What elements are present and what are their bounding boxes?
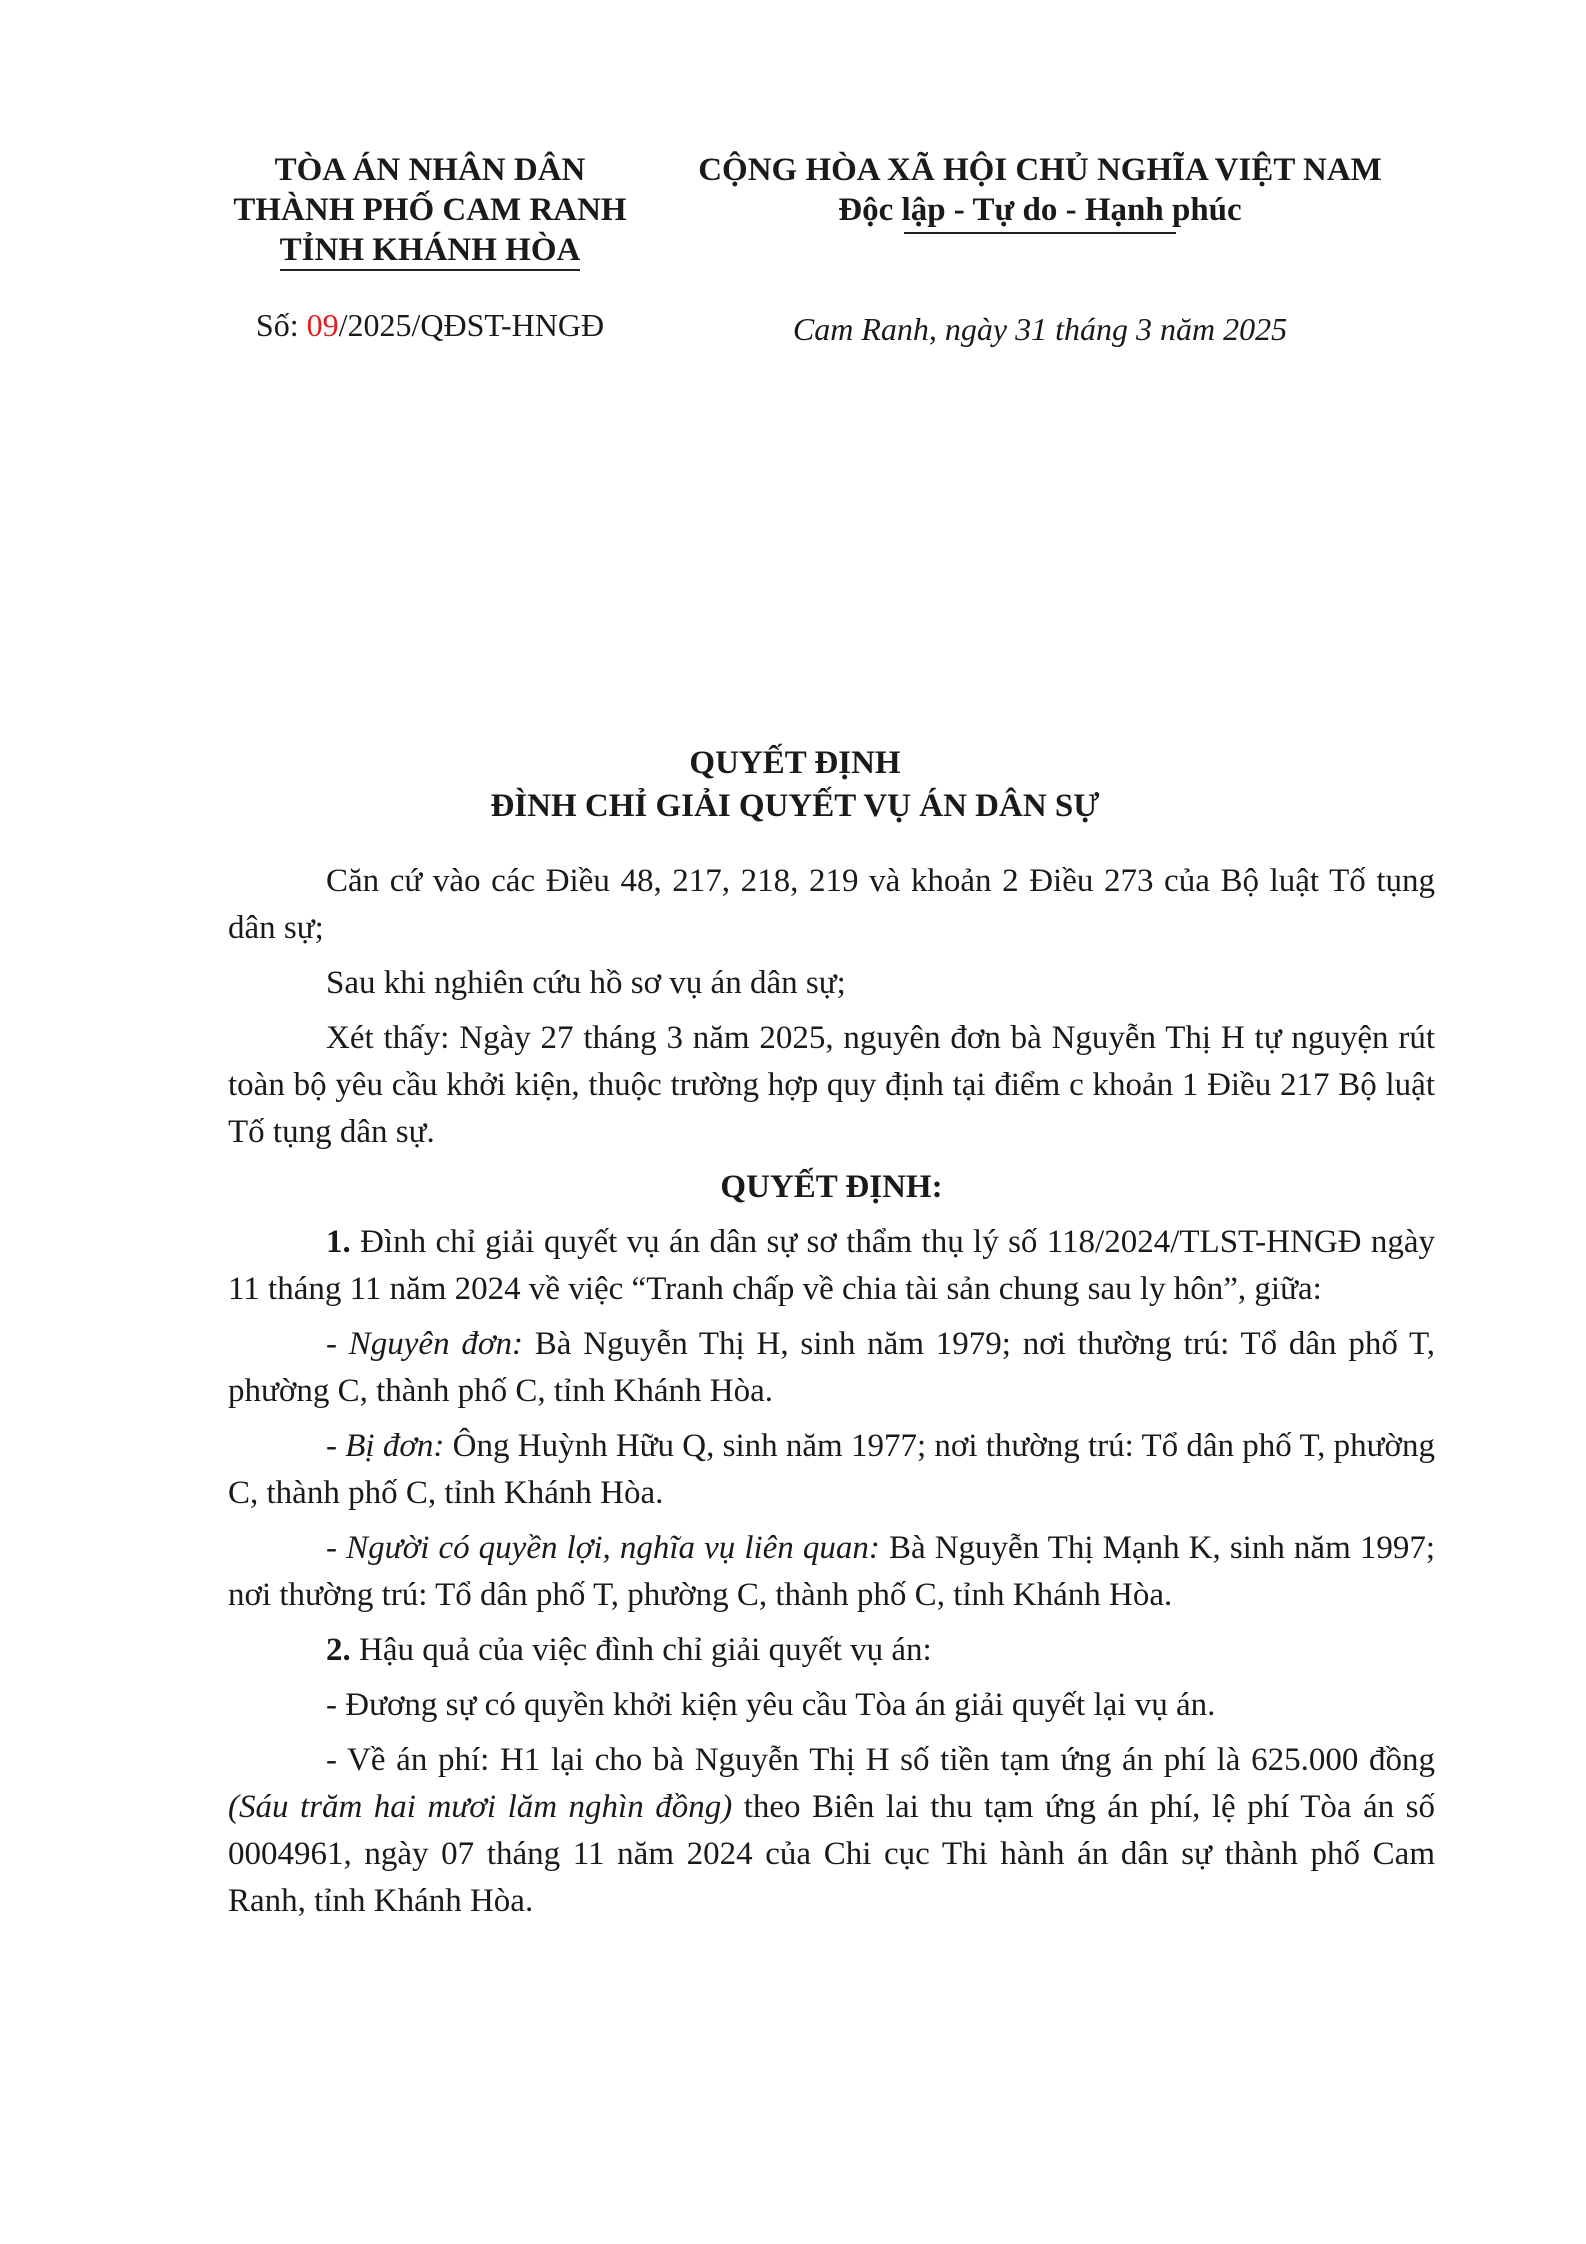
document-body [228,858,1435,1933]
doc-no-suffix: /2025/QĐST-HNGĐ [338,307,605,343]
plaintiff-paragraph [228,1321,1435,1415]
item-2-text: Hậu quả của việc đình chỉ giải quyết vụ án: [350,1632,932,1668]
decision-item-2 [228,1627,1435,1674]
item-1-number: 1. [326,1224,351,1260]
decision-heading: QUYẾT ĐỊNH: [720,1169,943,1205]
consequence-paragraph: - Đương sự có quyền khởi kiện yêu cầu Tòa án giải quyết lại vụ án. [326,1687,1216,1723]
court-fee-paragraph [228,1737,1435,1925]
place-and-date: Cam Ranh, ngày 31 tháng 3 năm 2025 [792,311,1288,347]
related-party-paragraph [228,1525,1435,1619]
document-title [200,742,1390,828]
court-name-line3: TỈNH KHÁNH HÒA [280,231,581,271]
plaintiff-label: - Nguyên đơn: [326,1326,523,1362]
plaintiff-text: Bà Nguyễn Thị H, sinh năm 1979; nơi thường trú: Tổ dân phố T, phường C, thành phố C, tỉnh Khánh Hòa. [228,1326,1435,1409]
document-number [200,307,660,344]
title-line2: ĐÌNH CHỈ GIẢI QUYẾT VỤ ÁN DÂN SỰ [490,788,1100,824]
defendant-label: - Bị đơn: [326,1428,445,1464]
doc-no-number: 09 [306,307,339,343]
title-line1: QUYẾT ĐỊNH [689,745,901,781]
nation-title: CỘNG HÒA XÃ HỘI CHỦ NGHĨA VIỆT NAM [698,152,1382,188]
item-2-number: 2. [326,1632,351,1668]
motto-underline [904,232,1176,234]
court-header [200,150,660,271]
legal-basis-paragraph: Căn cứ vào các Điều 48, 217, 218, 219 và khoản 2 Điều 273 của Bộ luật Tố tụng dân sự; [228,863,1435,946]
defendant-text: Ông Huỳnh Hữu Q, sinh năm 1977; nơi thường trú: Tổ dân phố T, phường C, thành phố C, tỉnh Khánh Hòa. [228,1428,1435,1511]
fee-text-a: - Về án phí: H1 lại cho bà Nguyễn Thị H số tiền tạm ứng án phí là 625.000 đồng [326,1742,1435,1778]
review-paragraph: Sau khi nghiên cứu hồ sơ vụ án dân sự; [326,965,846,1001]
fee-text-b: theo Biên lai thu tạm ứng án phí, lệ phí Tòa án số 0004961, ngày 07 tháng 11 năm 2024 của Chi cục Thi hành án dân sự thành phố Cam Ranh, tỉnh Khánh Hòa. [228,1789,1435,1919]
court-name-line1: TÒA ÁN NHÂN DÂN [274,152,586,188]
finding-paragraph: Xét thấy: Ngày 27 tháng 3 năm 2025, nguyên đơn bà Nguyễn Thị H tự nguyện rút toàn bộ yêu cầu khởi kiện, thuộc trường hợp quy định tại điểm c khoản 1 Điều 217 Bộ luật Tố tụng dân sự. [228,1020,1435,1150]
national-header [660,150,1420,234]
item-1-text: Đình chỉ giải quyết vụ án dân sự sơ thẩm thụ lý số 118/2024/TLST-HNGĐ ngày 11 tháng 11 năm 2024 về việc “Tranh chấp về chia tài sản chung sau ly hôn”, giữa: [228,1224,1435,1307]
related-party-text: Bà Nguyễn Thị Mạnh K, sinh năm 1997; nơi thường trú: Tổ dân phố T, phường C, thành phố C, tỉnh Khánh Hòa. [228,1530,1435,1613]
defendant-paragraph [228,1423,1435,1517]
related-party-label: - Người có quyền lợi, nghĩa vụ liên quan: [326,1530,880,1566]
national-motto: Độc lập - Tự do - Hạnh phúc [838,192,1242,228]
court-name-line2: THÀNH PHỐ CAM RANH [233,192,627,228]
fee-amount-words: (Sáu trăm hai mươi lăm nghìn đồng) [228,1789,733,1825]
decision-item-1 [228,1219,1435,1313]
doc-no-prefix: Số: [255,307,307,343]
